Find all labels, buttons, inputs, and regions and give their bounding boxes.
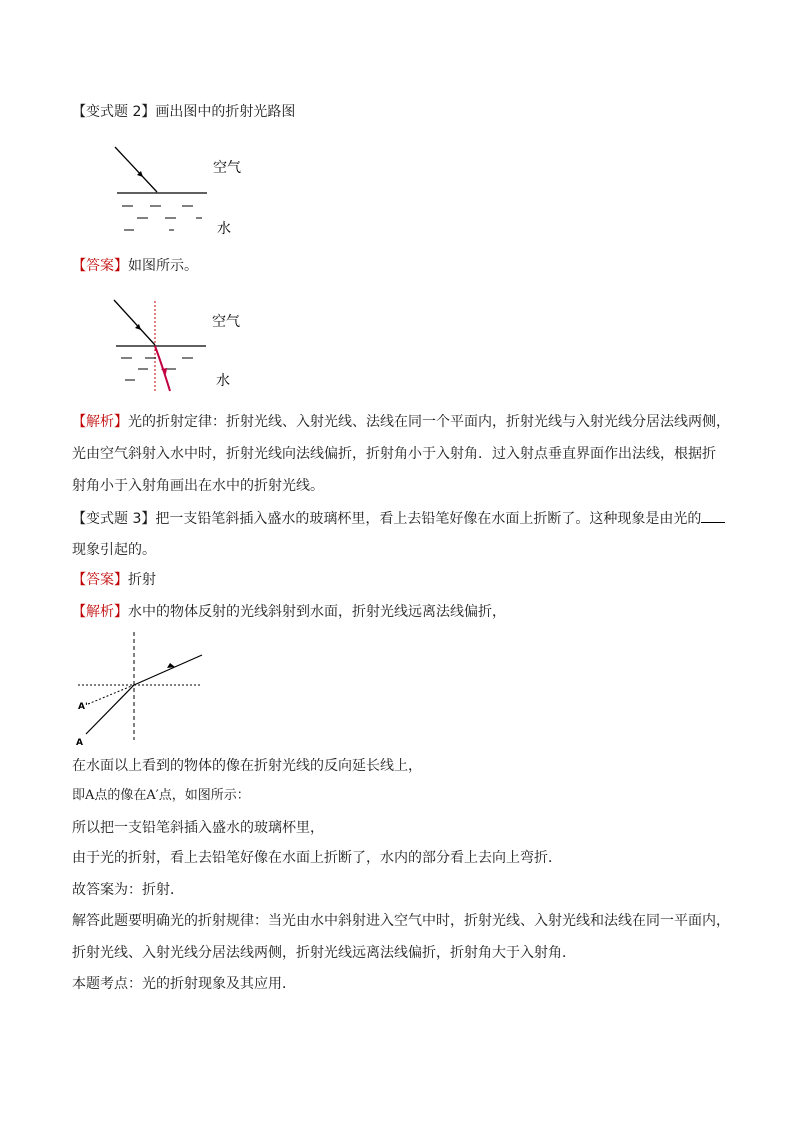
air-label: 空气 (213, 160, 241, 176)
q3-title: 【变式题 3】把一支铅笔斜插入盛水的玻璃杯里，看上去铅笔好像在水面上折断了。这种现象是由光的 (72, 508, 725, 529)
analysis-tag: 【解析】 (72, 414, 128, 430)
water-label: 水 (216, 373, 230, 389)
label-a: A (76, 738, 83, 748)
q3-answer (72, 570, 156, 590)
q3-line-1: 在水面以上看到的物体的像在折射光线的反向延长线上， (72, 758, 422, 774)
q3-line-5: 故答案为：折射． (72, 882, 184, 898)
q3-line-7: 折射光线、入射光线分居法线两侧，折射光线远离法线偏折，折射角大于入射角． (72, 945, 576, 961)
label-a-prime: A' (78, 702, 88, 712)
q3-analysis-1: 【解析】水中的物体反射的光线斜射到水面，折射光线远离法线偏折， (72, 604, 506, 620)
q3-line-6: 解答此题要明确光的折射规律：当光由水中斜射进入空气中时，折射光线、入射光线和法线在同一平面内， (72, 913, 730, 929)
analysis-tag: 【解析】 (72, 604, 128, 620)
q3-figure (72, 628, 212, 754)
refracted-ray (134, 655, 202, 685)
q3-line-3: 所以把一支铅笔斜插入盛水的玻璃杯里， (72, 820, 324, 836)
water-label: 水 (217, 221, 231, 237)
q3-title-cont: 现象引起的。 (72, 542, 156, 558)
answer-text: 如图所示。 (128, 258, 198, 274)
q2-title: 【变式题 2】画出图中的折射光路图 (72, 104, 296, 120)
q3-line-4: 由于光的折射，看上去铅笔好像在水面上折断了，水内的部分看上去向上弯折． (72, 850, 562, 866)
incident-ray (114, 300, 155, 345)
q2-analysis-1: 【解析】光的折射定律：折射光线、入射光线、法线在同一个平面内，折射光线与入射光线分居法线两侧， (72, 414, 730, 430)
incident-ray (86, 685, 134, 734)
answer-text: 折射 (128, 572, 156, 588)
q3-line-8: 本题考点：光的折射现象及其应用． (72, 976, 296, 992)
q2-answer-figure (110, 295, 250, 399)
air-label: 空气 (212, 314, 240, 330)
q2-analysis-3: 射角小于入射角画出在水中的折射光线。 (72, 478, 324, 494)
extension-line (88, 685, 134, 704)
q2-answer (72, 256, 198, 276)
q2-figure (110, 142, 250, 246)
q3-line-2: 即A点的像在A′点，如图所示： (72, 788, 250, 803)
incident-ray (115, 147, 157, 192)
answer-blank (701, 508, 725, 523)
answer-tag: 【答案】 (72, 258, 128, 274)
q2-analysis-2: 光由空气斜射入水中时，折射光线向法线偏折，折射角小于入射角．过入射点垂直界面作出法线，根据折 (72, 446, 716, 462)
answer-tag: 【答案】 (72, 572, 128, 588)
